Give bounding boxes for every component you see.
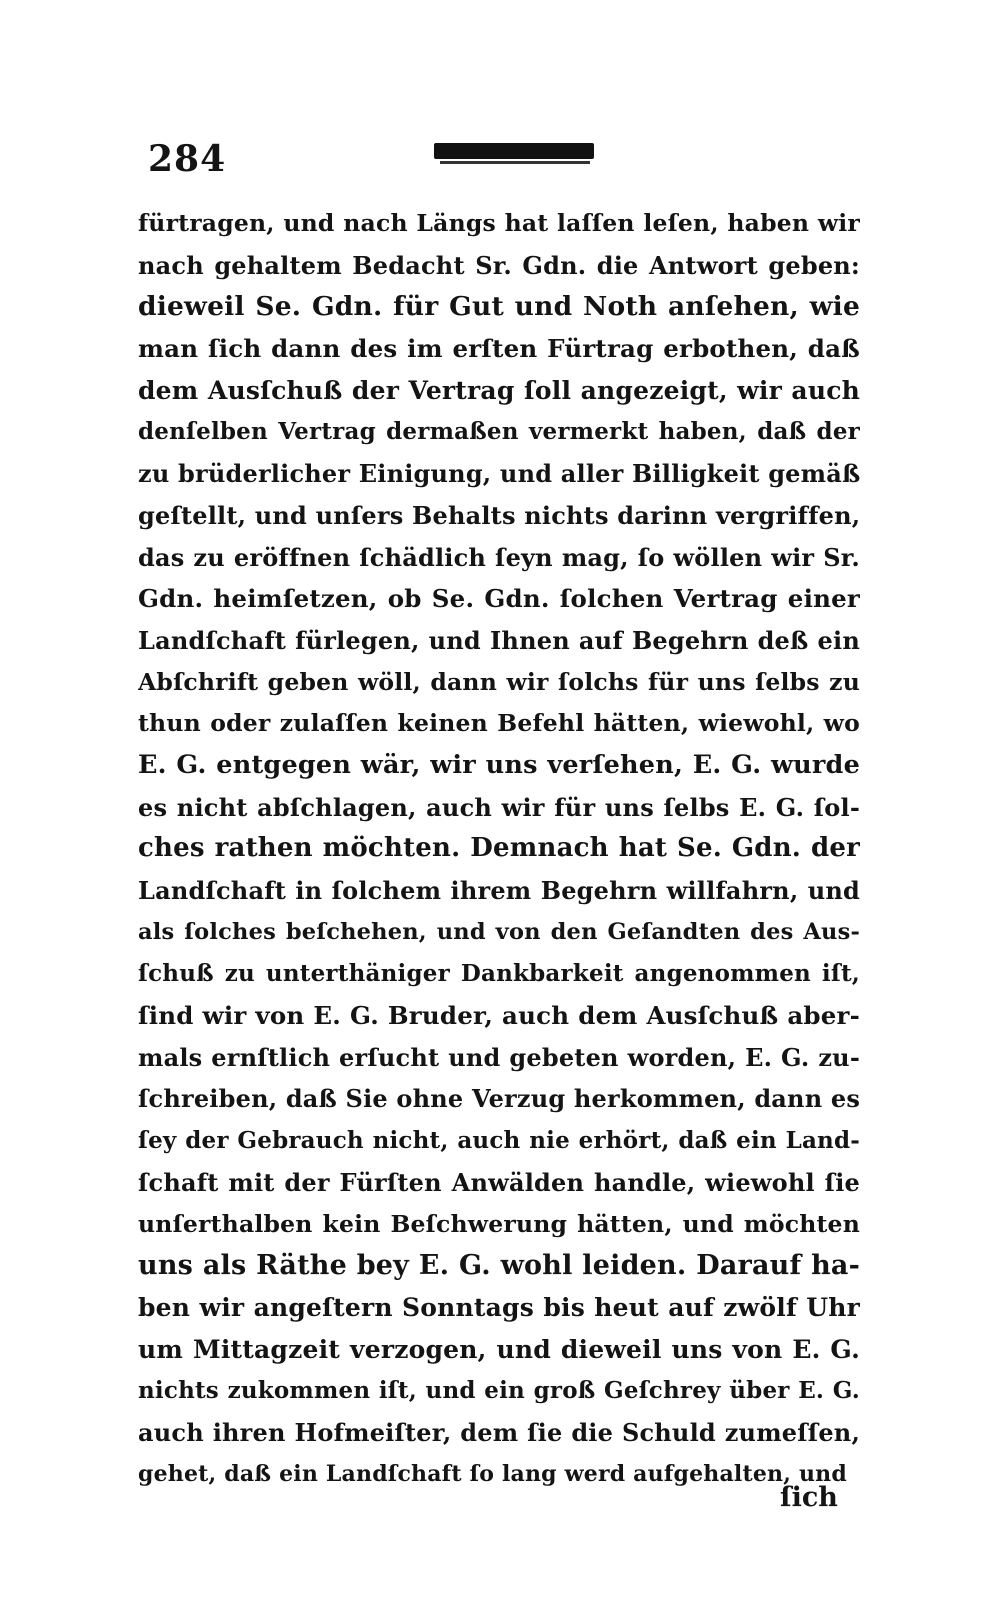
header-ornament-rule	[434, 143, 594, 159]
text-line: nach gehaltem Bedacht Sr. Gdn. die Antwort geben:	[138, 250, 860, 280]
text-line: ſind wir von E. G. Bruder, auch dem Ausſchuß aber-	[138, 1001, 860, 1031]
text-line: uns als Räthe bey E. G. wohl leiden. Darauf ha-	[138, 1250, 860, 1282]
text-line: ſey der Gebrauch nicht, auch nie erhört, daß ein Land-	[138, 1127, 860, 1155]
text-line: E. G. entgegen wär, wir uns verſehen, E. G. wurde	[138, 749, 860, 780]
text-line: dieweil Se. Gdn. für Gut und Noth anſehen, wie	[138, 291, 860, 323]
page-number: 284	[148, 138, 227, 180]
text-line: es nicht abſchlagen, auch wir für uns ſelbs E. G. ſol-	[138, 792, 860, 822]
text-line: Landſchaft in ſolchem ihrem Begehrn willfahrn, und	[138, 876, 860, 905]
text-line: auch ihren Hofmeiſter, dem ſie die Schuld zumeſſen,	[138, 1417, 860, 1447]
text-line: das zu eröffnen ſchädlich ſeyn mag, ſo wöllen wir Sr.	[138, 542, 860, 572]
text-line: ſchreiben, daß Sie ohne Verzug herkommen, dann es	[138, 1084, 860, 1114]
text-line: ſchaft mit der Fürſten Anwälden handle, wiewohl ſie	[138, 1167, 860, 1197]
text-line: nichts zukommen iſt, und ein groß Geſchrey über E. G.	[138, 1377, 860, 1405]
text-line: ben wir angeſtern Sonntags bis heut auf zwölf Uhr	[138, 1292, 860, 1322]
text-line: geſtellt, und unſers Behalts nichts darinn vergriffen,	[138, 500, 860, 530]
text-line: Gdn. heimſetzen, ob Se. Gdn. ſolchen Vertrag einer	[138, 584, 860, 614]
text-line: ſchuß zu unterthäniger Dankbarkeit angenommen iſt,	[138, 960, 860, 988]
text-line: um Mittagzeit verzogen, und dieweil uns von E. G.	[138, 1334, 860, 1364]
text-line: fürtragen, und nach Längs hat laſſen leſen, haben wir	[138, 209, 860, 237]
text-line: thun oder zulaſſen keinen Befehl hätten, wiewohl, wo	[138, 709, 860, 738]
text-line: denſelben Vertrag dermaßen vermerkt haben, daß der	[138, 418, 860, 446]
text-line: mals ernſtlich erſucht und gebeten worden, E. G. zu-	[138, 1042, 860, 1072]
text-line: Landſchaft fürlegen, und Ihnen auf Begehrn deß ein	[138, 625, 860, 655]
catchword: ſich	[780, 1482, 838, 1513]
text-line: zu brüderlicher Einigung, und aller Billigkeit gemäß	[138, 459, 860, 489]
body-text	[138, 203, 860, 1495]
text-line: gehet, daß ein Landſchaft ſo lang werd aufgehalten, und	[138, 1460, 847, 1487]
header-ornament-underline	[440, 161, 590, 164]
text-line: dem Ausſchuß der Vertrag ſoll angezeigt, wir auch	[138, 375, 860, 405]
text-line: unſerthalben kein Beſchwerung hätten, und möchten	[138, 1209, 860, 1238]
text-line: ches rathen möchten. Demnach hat Se. Gdn. der	[138, 833, 860, 864]
text-line: als ſolches beſchehen, und von den Geſandten des Aus-	[138, 918, 860, 945]
text-line: man ſich dann des im erſten Fürtrag erbothen, daß	[138, 334, 860, 364]
text-line: Abſchrift geben wöll, dann wir ſolchs für uns ſelbs zu	[138, 667, 860, 696]
